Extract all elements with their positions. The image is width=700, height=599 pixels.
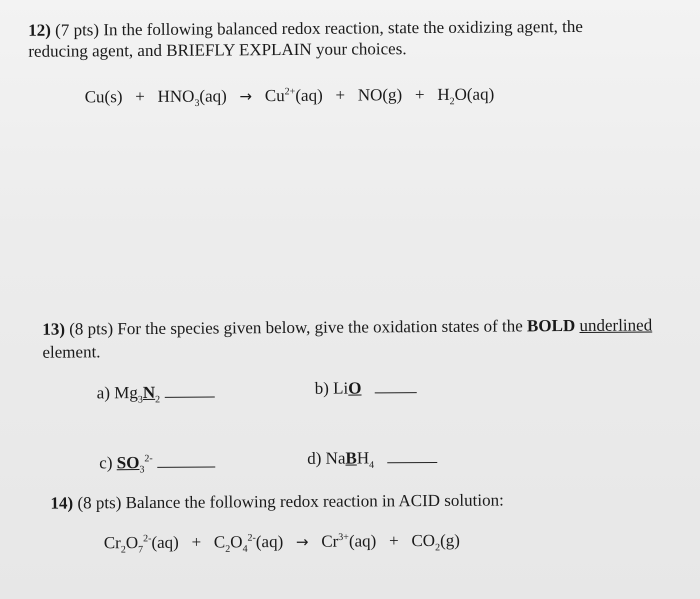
part-c-bold-element: SO [116, 453, 140, 473]
product-no: NO(g) [357, 85, 403, 105]
q14-text-1: Balance the following redox reaction in ACID solution: [121, 490, 504, 513]
plus-sign: + [191, 532, 202, 552]
product-co2: $CO_2(g)$ [411, 530, 460, 554]
part-d-bold-element: B [345, 448, 357, 468]
part-d-answer-blank[interactable] [387, 462, 437, 463]
part-c-label: c) [99, 453, 113, 473]
reactant-hno3: $HNO_3(aq)$ [157, 86, 227, 110]
reactant-cr2o7: $Cr_2O_7^{2-}(aq)$ [103, 532, 179, 556]
part-b-answer-blank[interactable] [374, 392, 416, 393]
plus-sign: + [414, 85, 425, 105]
plus-sign: + [335, 85, 346, 105]
q13-part-d: d) NaBH$_4$ [307, 448, 437, 469]
reactant-cu: Cu(s) [84, 87, 123, 107]
q13-number: 13) [42, 319, 66, 339]
q12-equation [85, 85, 495, 108]
part-b-label: b) [314, 378, 329, 398]
part-b-bold-element: O [348, 378, 362, 398]
q12-line-2: reducing agent, and BRIEFLY EXPLAIN your choices. [28, 39, 407, 61]
q13-points: (8 pts) [69, 319, 114, 339]
reaction-arrow-icon: → [295, 532, 309, 551]
q13-line-2: element. [42, 342, 101, 362]
q13-part-b: b) LiO [315, 378, 417, 399]
q14-line-1 [50, 490, 503, 513]
product-h2o: $H_2O(aq)$ [437, 84, 495, 108]
part-c-answer-blank[interactable] [157, 467, 215, 468]
q12-points: (7 pts) [55, 20, 100, 40]
q13-part-c: c) $SO_3^{2-}$ [99, 453, 215, 474]
plus-sign: + [135, 86, 145, 107]
q12-line-1 [28, 17, 583, 41]
q13-line-1 [42, 315, 652, 339]
reaction-arrow-icon: → [239, 87, 253, 106]
part-a-label: a) [96, 383, 111, 403]
q13-bold-word: BOLD [526, 315, 576, 336]
reactant-c2o4: $C_2O_4^{2-}(aq)$ [213, 532, 284, 555]
part-d-label: d) [307, 448, 322, 468]
q13-part-a: a) $Mg_3N_2$ [97, 383, 215, 404]
part-a-answer-blank[interactable] [164, 397, 214, 398]
q14-equation [103, 530, 460, 556]
product-cu2: $Cu^{2+}(aq)$ [264, 85, 323, 106]
product-cr3: $Cr^{3+}(aq)$ [321, 531, 377, 551]
q13-underlined-word: underlined [579, 315, 653, 335]
q13-text-1: For the species given below, give the oxidation states of the [113, 316, 528, 339]
q14-points: (8 pts) [77, 493, 122, 513]
part-a-bold-element: N [142, 382, 156, 403]
q14-number: 14) [50, 493, 74, 513]
q12-text-1: In the following balanced redox reaction, state the oxidizing agent, the [98, 16, 583, 40]
plus-sign: + [388, 531, 399, 551]
q12-number: 12) [28, 20, 51, 40]
